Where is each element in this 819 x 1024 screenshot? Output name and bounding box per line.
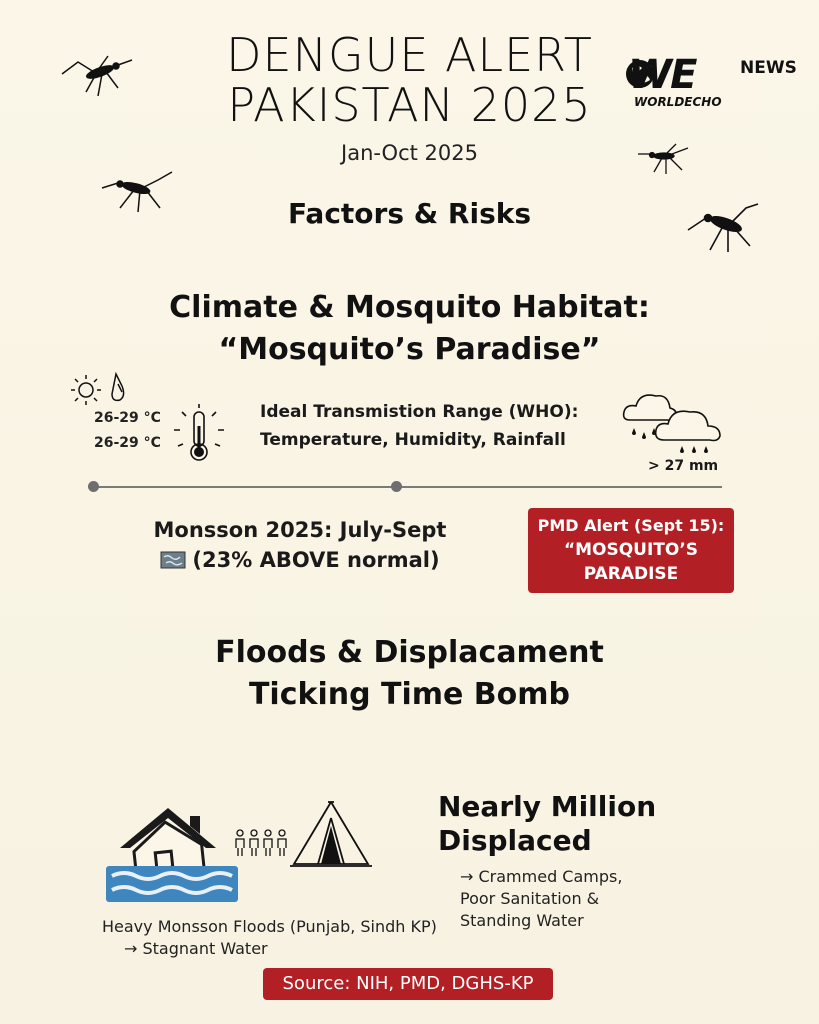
logo-news: NEWS [740,58,797,78]
displaced-detail-1: → Crammed Camps, [460,867,623,886]
logo-we: WE [628,52,696,98]
flooded-house-icon [104,800,240,904]
displaced-line-1: Nearly Million [438,790,657,823]
flood-caption [102,916,437,960]
thermometer-icon [170,402,228,466]
pmd-alert-badge [528,508,734,593]
floods-heading-line-2: Ticking Time Bomb [248,677,571,712]
logo-worldecho: WORLDECHO [634,95,722,109]
divider-dot [391,481,402,492]
flood-caption-line-1: Heavy Monsson Floods (Punjab, Sindh KP) [102,917,437,936]
displaced-line-2: Displaced [438,824,592,857]
monsoon-line-2 [120,545,480,575]
flood-caption-line-2: → Stagnant Water [124,939,268,958]
transmission-range [260,398,578,454]
displaced-heading [438,790,656,858]
climate-heading [0,287,819,371]
date-range: Jan-Oct 2025 [341,141,478,165]
factors-heading: Factors & Risks [287,197,532,230]
displaced-detail-3: Standing Water [460,911,584,930]
monsoon-anomaly: (23% ABOVE normal) [192,548,440,572]
source-badge: Source: NIH, PMD, DGHS-KP [263,968,553,1000]
page-title [0,30,819,130]
climate-heading-line-1: Climate & Mosquito Habitat: [169,290,650,325]
tent-icon [288,800,374,870]
divider-dot [88,481,99,492]
droplet-icon [108,372,130,406]
rainfall-threshold: > 27 mm [648,458,719,474]
displaced-details [460,866,622,932]
map-icon [160,551,186,569]
monsoon-line-1: Monsson 2025: July-Sept [153,518,447,542]
rain-cloud-icon [620,386,726,456]
title-line-2: PAKISTAN 2025 [227,78,592,132]
pmd-alert-line-1: PMD Alert (Sept 15): [537,516,725,535]
floods-heading [0,632,819,716]
people-icon [234,828,288,858]
pmd-alert-line-3: PARADISE [583,564,679,584]
monsoon-info [120,515,480,575]
displaced-detail-2: Poor Sanitation & [460,889,600,908]
sun-icon [68,372,108,408]
pmd-alert-line-2: “MOSQUITO’S [563,540,699,560]
transmission-range-line-1: Ideal Transmistion Range (WHO): [260,402,579,422]
title-line-1: DENGUE ALERT [226,28,593,82]
climate-heading-line-2: “Mosquito’s Paradise” [218,332,601,367]
temperature-range-2: 26-29 °C [94,435,161,451]
divider-line [92,486,722,488]
temperature-range-1: 26-29 °C [94,410,161,426]
transmission-range-line-2: Temperature, Humidity, Rainfall [260,430,566,450]
floods-heading-line-1: Floods & Displacament [215,635,604,670]
